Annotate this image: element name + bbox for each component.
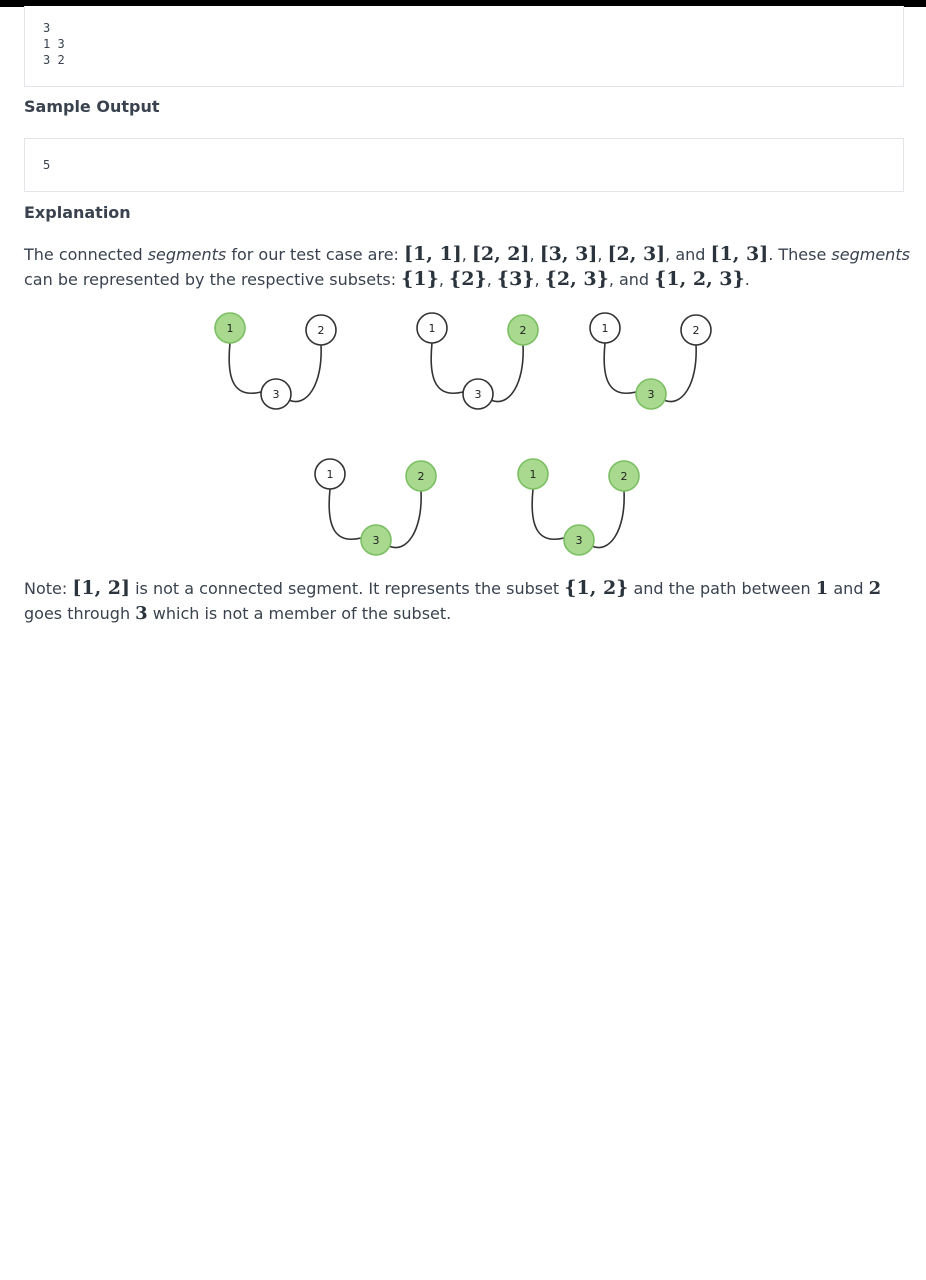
tree-diagram: [315, 459, 436, 555]
tree-edge: [389, 491, 421, 548]
explanation-heading: Explanation: [24, 203, 131, 222]
segment-math: [1, 1]: [404, 243, 462, 265]
segment-math: [1, 2]: [72, 577, 131, 599]
node-number: 2: [868, 578, 882, 599]
tree-edge: [491, 345, 523, 402]
note-paragraph: [24, 576, 910, 626]
subset-math: {2}: [449, 268, 487, 290]
segment-math: [3, 3]: [539, 243, 598, 265]
text: and: [675, 245, 706, 264]
subset-math: {1, 2, 3}: [654, 268, 745, 290]
subset-math: {3}: [496, 268, 535, 290]
tree-node-label: 2: [519, 324, 527, 337]
tree-diagram: [417, 313, 538, 409]
tree-diagram: [215, 313, 336, 409]
segment-diagrams: [0, 0, 926, 570]
tree-edge: [289, 345, 321, 402]
text: and: [618, 270, 650, 289]
text: which is not a member of the subset.: [147, 604, 452, 623]
tree-diagram: [518, 459, 639, 555]
segment-math: [2, 2]: [471, 243, 530, 265]
text: The connected: [24, 245, 148, 264]
tree-node-label: 2: [692, 324, 700, 337]
tree-node-label: 1: [326, 468, 334, 481]
explanation-paragraph: The connected segments for our test case are: [1, 1], [2, 2], [3, 3], [2, 3], and [1, 3]. These segments can be represented by the respective subsets: {1}, {2}, {3}, {2, 3}, and {1, 2, 3}.: [24, 243, 910, 290]
text: Note:: [24, 579, 73, 598]
segment-math: [2, 3]: [607, 243, 666, 265]
sample-output-heading: Sample Output: [24, 97, 160, 116]
subset-math: {1, 2}: [564, 577, 629, 599]
segment-math: [1, 3]: [710, 243, 769, 265]
tree-edge: [532, 489, 564, 539]
tree-node-label: 3: [474, 388, 482, 401]
emphasis: segments: [147, 245, 227, 264]
tree-diagram: [590, 313, 711, 409]
tree-node-label: 2: [620, 470, 628, 483]
tree-edge: [329, 489, 361, 539]
node-number: 1: [815, 578, 829, 599]
input-line: 3: [43, 21, 51, 35]
subset-math: {1}: [401, 268, 439, 290]
text: .: [744, 270, 750, 289]
emphasis: segments: [831, 245, 910, 264]
text: for our test case are:: [226, 245, 405, 264]
tree-edge: [229, 343, 261, 393]
tree-node-label: 3: [647, 388, 655, 401]
node-number: 3: [135, 603, 148, 624]
tree-node-label: 2: [317, 324, 325, 337]
text: . These: [768, 245, 832, 264]
tree-edge: [604, 343, 636, 393]
subset-math: {2, 3}: [544, 268, 609, 290]
tree-edge: [664, 345, 696, 402]
text: is not a connected segment. It represents the subset: [130, 579, 565, 598]
tree-edge: [592, 491, 624, 548]
text: can be represented by the respective subsets:: [24, 270, 402, 289]
input-line: 3 2: [43, 53, 65, 67]
tree-edge: [431, 343, 463, 393]
text: and: [828, 579, 869, 598]
tree-node-label: 1: [226, 322, 234, 335]
tree-node-label: 1: [428, 322, 436, 335]
tree-node-label: 1: [601, 322, 609, 335]
tree-node-label: 3: [372, 534, 380, 547]
tree-node-label: 3: [575, 534, 583, 547]
input-line: 1 3: [43, 37, 65, 51]
text: goes through: [24, 604, 136, 623]
tree-node-label: 1: [529, 468, 537, 481]
output-value: 5: [43, 158, 51, 172]
text: and the path between: [628, 579, 816, 598]
tree-node-label: 2: [417, 470, 425, 483]
tree-node-label: 3: [272, 388, 280, 401]
